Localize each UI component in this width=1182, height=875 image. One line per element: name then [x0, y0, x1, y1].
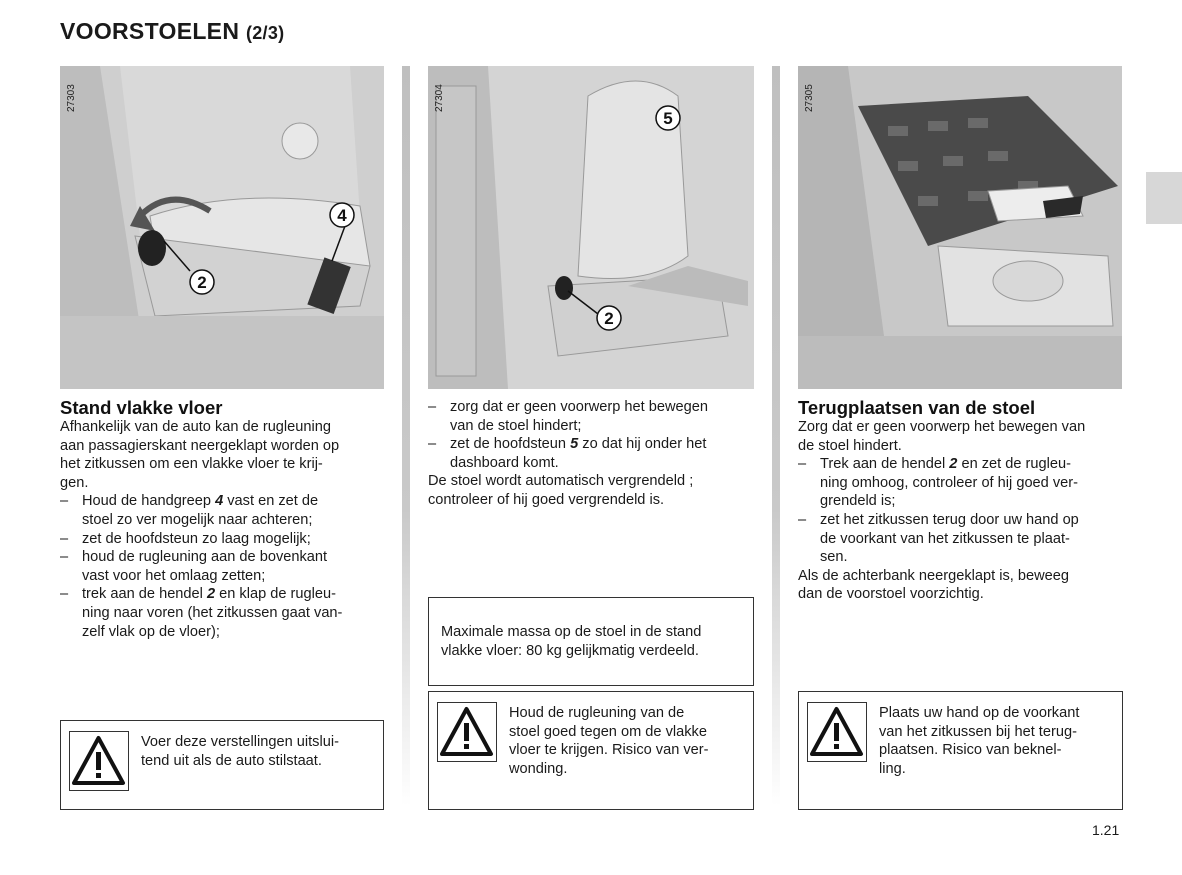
bullet-line: ning naar voren (het zitkussen gaat van- [82, 604, 343, 621]
bullet-dash: – [428, 436, 437, 453]
bullet-line: zet de hoofdsteun zo laag mogelijk; [82, 530, 311, 547]
figure-seat-flat-floor [60, 66, 384, 389]
col1-intro-line: het zitkussen om een vlakke vloer te krij- [60, 456, 323, 473]
bullet-dash: – [60, 549, 69, 566]
col2-bullet [428, 398, 754, 435]
bullet-dash: – [60, 493, 69, 510]
col1-heading: Stand vlakke vloer [60, 397, 223, 418]
figure-2-callout-5: 5 [663, 109, 673, 128]
col3-bullet [798, 455, 1123, 511]
section-tab [1146, 172, 1182, 224]
figure-1-callout-2: 2 [197, 273, 207, 292]
col1-body [60, 418, 384, 641]
col2-body [428, 398, 754, 510]
col2-after-line: De stoel wordt automatisch vergrendeld ; [428, 473, 694, 490]
warning-line: van het zitkussen bij het terug- [879, 723, 1077, 740]
warning-line: ling. [879, 760, 906, 777]
bullet-line: houd de rugleuning aan de bovenkant [82, 549, 328, 566]
note-line: Maximale massa op de stoel in de stand [441, 624, 702, 640]
col2-note-box [428, 597, 754, 686]
bullet-line: van de stoel hindert; [450, 417, 582, 434]
figure-1-callout-4: 4 [337, 206, 347, 225]
bullet-line: zelf vlak op de vloer); [82, 623, 220, 640]
figure-headrest-dashboard [428, 66, 754, 389]
col3-bullet [798, 511, 1123, 567]
bullet-dash: – [798, 511, 807, 528]
col2-after-line: controleer of hij goed vergrendeld is. [428, 491, 665, 508]
bullet-line: sen. [820, 549, 848, 566]
note-line: vlakke vloer: 80 kg gelijkmatig verdeeld. [441, 642, 699, 659]
page-number: 1.21 [1092, 822, 1120, 838]
col3-intro-line: de stoel hindert. [798, 437, 902, 454]
col3-intro-line: Zorg dat er geen voorwerp het bewegen van [798, 419, 1086, 435]
col2-warning-text [509, 704, 741, 778]
column-divider-2 [772, 66, 780, 806]
warning-line: wonding. [509, 760, 568, 777]
warning-line: tend uit als de auto stilstaat. [141, 752, 322, 769]
figure-3-number: 27305 [804, 84, 815, 112]
bullet-line: zorg dat er geen voorwerp het bewegen [450, 399, 708, 415]
bullet-line: zet de hoofdsteun 5 zo dat hij onder het [450, 436, 707, 453]
col1-intro-line: aan passagierskant neergeklapt worden op [60, 437, 340, 454]
bullet-dash: – [60, 586, 69, 603]
col1-intro-line: gen. [60, 474, 89, 491]
col3-heading: Terugplaatsen van de stoel [798, 397, 1036, 418]
figure-seat-restore [798, 66, 1122, 389]
warning-triangle-icon [437, 702, 497, 762]
warning-line: plaatsen. Risico van beknel- [879, 742, 1062, 759]
col3-body [798, 418, 1123, 604]
bullet-line: Houd de handgreep 4 vast en zet de [82, 493, 319, 510]
col1-bullet [60, 492, 384, 529]
warning-triangle-icon [69, 731, 129, 791]
col2-bullet [428, 435, 754, 472]
page-title-text: VOORSTOELEN [60, 18, 240, 44]
col1-bullet [60, 548, 384, 585]
warning-triangle-icon [807, 702, 867, 762]
bullet-dash: – [428, 399, 437, 415]
col3-after-line: dan de voorstoel voorzichtig. [798, 586, 984, 603]
bullet-dash: – [60, 530, 69, 547]
figure-2-number: 27304 [434, 84, 445, 112]
col2-warning-box [428, 691, 754, 810]
col2-note-text [441, 623, 743, 660]
warning-line: Voer deze verstellingen uitslui- [141, 734, 339, 750]
col1-bullet [60, 530, 384, 549]
col3-warning-box [798, 691, 1123, 810]
bullet-line: trek aan de hendel 2 en klap de rugleu- [82, 586, 336, 603]
figure-1-number: 27303 [66, 84, 77, 112]
col1-warning-text [141, 733, 377, 770]
bullet-line: stoel zo ver mogelijk naar achteren; [82, 511, 313, 528]
col3-warning-text [879, 704, 1111, 778]
page-title-suffix: (2/3) [245, 23, 285, 43]
bullet-dash: – [798, 456, 807, 473]
bullet-line: vast voor het omlaag zetten; [82, 567, 266, 584]
bullet-line: Trek aan de hendel 2 en zet de rugleu- [820, 456, 1071, 473]
warning-line: Houd de rugleuning van de [509, 705, 685, 721]
col3-after-line: Als de achterbank neergeklapt is, beweeg [798, 567, 1069, 584]
column-divider-1 [402, 66, 410, 806]
warning-line: vloer te krijgen. Risico van ver- [509, 742, 709, 759]
page-title [60, 18, 284, 45]
col1-bullet [60, 585, 384, 641]
bullet-line: ning omhoog, controleer of hij goed ver- [820, 474, 1078, 491]
warning-line: Plaats uw hand op de voorkant [879, 705, 1080, 721]
bullet-line: grendeld is; [820, 493, 896, 510]
col1-intro-line: Afhankelijk van de auto kan de rugleuning [60, 419, 331, 435]
col1-warning-box [60, 720, 384, 810]
bullet-line: dashboard komt. [450, 454, 559, 471]
figure-2-callout-2: 2 [604, 309, 614, 328]
bullet-line: de voorkant van het zitkussen te plaat- [820, 530, 1070, 547]
warning-line: stoel goed tegen om de vlakke [509, 723, 707, 740]
bullet-line: zet het zitkussen terug door uw hand op [820, 511, 1079, 528]
